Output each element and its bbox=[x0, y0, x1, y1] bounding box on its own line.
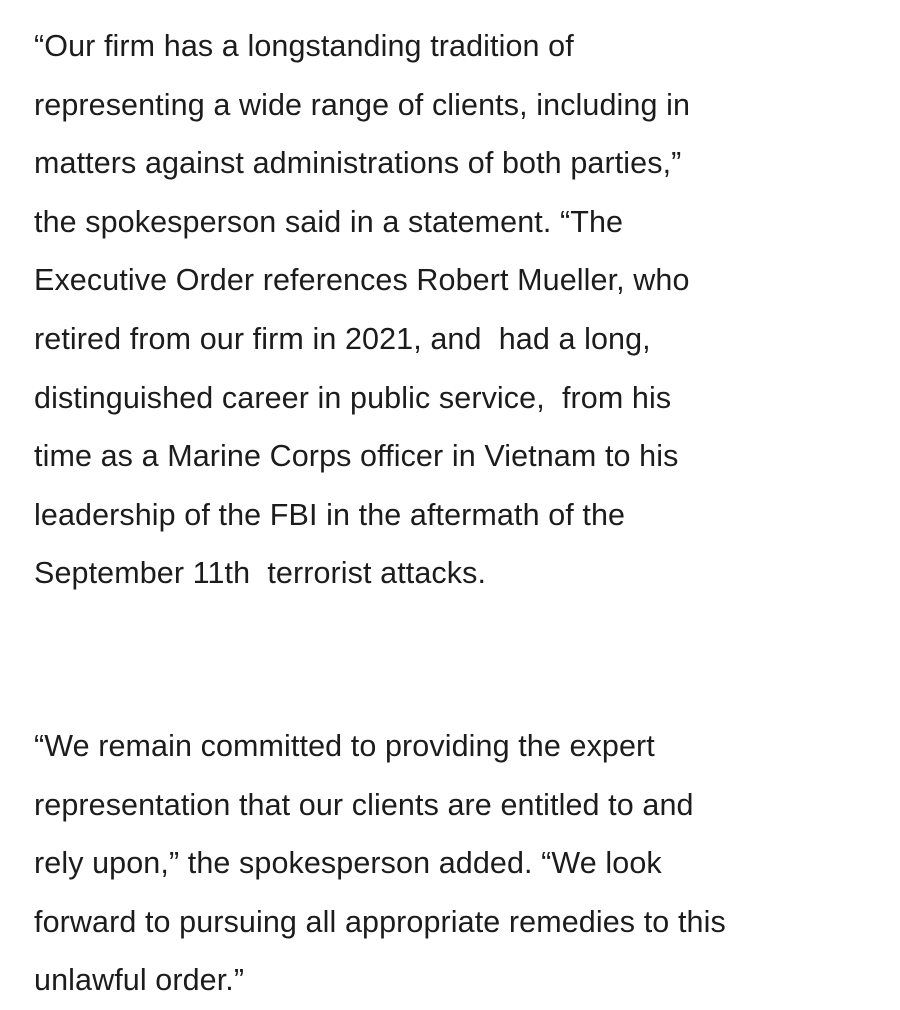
text-line: leadership of the FBI in the aftermath of the bbox=[34, 497, 626, 532]
text-line: “We remain committed to providing the expert bbox=[34, 728, 655, 763]
text-line: the spokesperson said in a statement. “The bbox=[34, 204, 624, 239]
text-line: representing a wide range of clients, including in bbox=[34, 87, 691, 122]
text-line: rely upon,” the spokesperson added. “We look bbox=[34, 846, 662, 881]
text-line: “Our firm has a longstanding tradition of bbox=[34, 29, 574, 63]
paragraph-spacer bbox=[34, 603, 880, 717]
text-line: representation that our clients are entitled to and bbox=[34, 787, 694, 822]
text-line: time as a Marine Corps officer in Vietnam to his bbox=[34, 439, 679, 474]
text-line: forward to pursuing all appropriate remedies to this bbox=[34, 904, 726, 939]
text-line: matters against administrations of both parties,” bbox=[34, 146, 682, 181]
text-line: distinguished career in public service, from his bbox=[34, 380, 672, 415]
text-line: retired from our firm in 2021, and had a long, bbox=[34, 321, 651, 356]
statement-paragraph-1 bbox=[34, 17, 880, 603]
statement-paragraph-2 bbox=[34, 717, 880, 1010]
text-line: September 11th terrorist attacks. bbox=[34, 556, 487, 591]
text-line: Executive Order references Robert Mueller, who bbox=[34, 263, 690, 298]
text-line: unlawful order.” bbox=[34, 963, 245, 998]
